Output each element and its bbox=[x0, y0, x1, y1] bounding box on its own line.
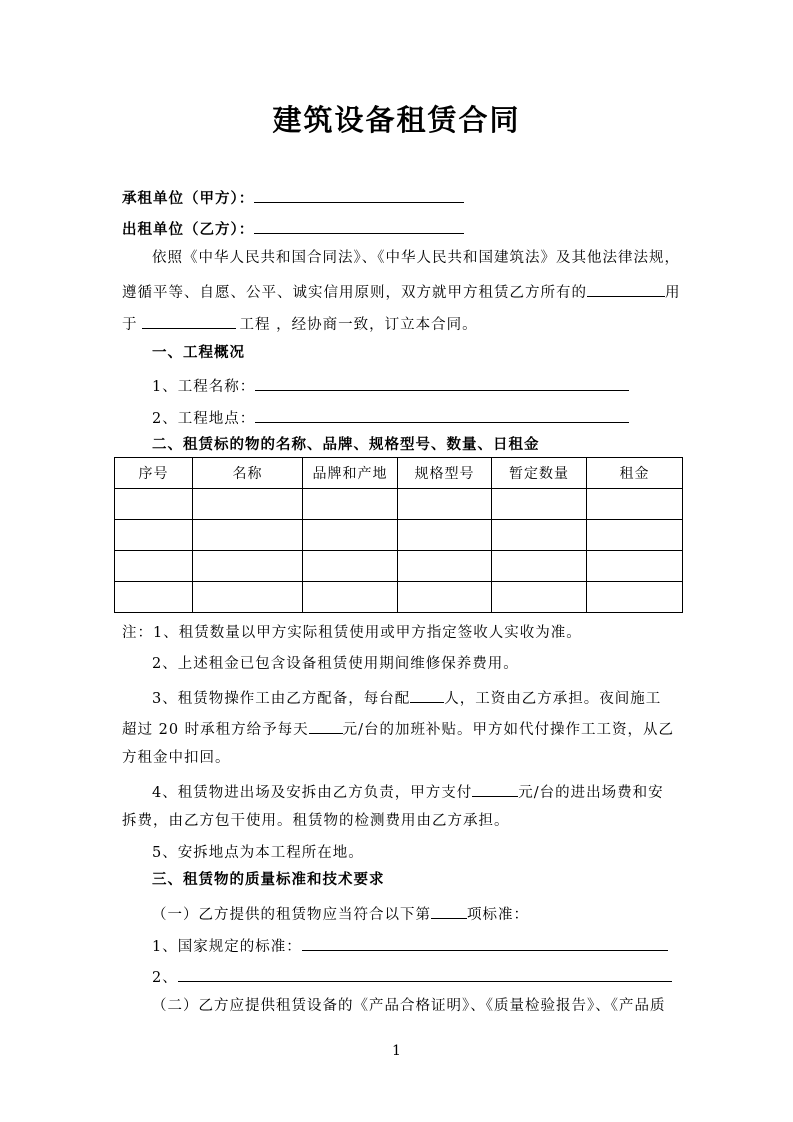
other-standard-row bbox=[152, 965, 672, 988]
standard-clause bbox=[152, 902, 529, 925]
lessor-row bbox=[122, 217, 464, 240]
project-location-blank[interactable] bbox=[255, 406, 629, 423]
note-1: 注：1、租赁数量以甲方实际租赁使用或甲方指定签收人实收为准。 bbox=[122, 625, 582, 641]
note-5: 5、安拆地点为本工程所在地。 bbox=[152, 845, 364, 861]
note-text: 元/台的进出场费和安 bbox=[518, 785, 664, 801]
table-cell[interactable] bbox=[492, 582, 587, 613]
national-standard-label: 1、国家规定的标准： bbox=[152, 939, 302, 955]
lessor-label: 出租单位（乙方）： bbox=[122, 222, 255, 238]
table-cell[interactable] bbox=[398, 520, 492, 551]
table-cell[interactable] bbox=[492, 520, 587, 551]
entry-fee-blank[interactable] bbox=[472, 780, 518, 797]
col-header-index: 序号 bbox=[115, 458, 193, 489]
table-cell[interactable] bbox=[398, 551, 492, 582]
project-blank[interactable] bbox=[142, 312, 236, 329]
note-text: 元/台的加班补贴。甲方如代付操作工工资，从乙 bbox=[342, 722, 675, 738]
table-cell[interactable] bbox=[492, 489, 587, 520]
note-text: 人，工资由乙方承担。夜间施工 bbox=[444, 691, 662, 707]
section-3-heading: 三、租赁物的质量标准和技术要求 bbox=[152, 872, 385, 888]
table-cell[interactable] bbox=[193, 551, 303, 582]
note-2: 2、上述租金已包含设备租赁使用期间维修保养费用。 bbox=[152, 656, 519, 672]
table-cell[interactable] bbox=[193, 582, 303, 613]
lessee-blank[interactable] bbox=[254, 186, 464, 203]
lessor-blank[interactable] bbox=[254, 217, 464, 234]
certificate-clause: （二）乙方应提供租赁设备的《产品合格证明》、《质量检验报告》、《产品质 bbox=[152, 998, 666, 1014]
table-cell[interactable] bbox=[587, 520, 683, 551]
project-name-label: 1、工程名称： bbox=[152, 379, 256, 395]
project-name-row bbox=[152, 374, 629, 397]
lessee-label: 承租单位（甲方）： bbox=[122, 191, 255, 207]
intro-text: 遵循平等、自愿、公平、诚实信用原则，双方就甲方租赁乙方所有的 bbox=[122, 285, 587, 301]
lessee-row bbox=[122, 186, 464, 209]
intro-line-2 bbox=[122, 280, 681, 303]
col-header-name: 名称 bbox=[193, 458, 303, 489]
note-4-line-2: 拆费，由乙方包干使用。租赁物的检测费用由乙方承担。 bbox=[122, 813, 510, 829]
other-standard-blank[interactable] bbox=[178, 965, 672, 982]
table-cell[interactable] bbox=[398, 582, 492, 613]
table-cell[interactable] bbox=[193, 489, 303, 520]
col-header-rent: 租金 bbox=[587, 458, 683, 489]
col-header-brand: 品牌和产地 bbox=[303, 458, 398, 489]
table-row bbox=[115, 551, 683, 582]
table-cell[interactable] bbox=[492, 551, 587, 582]
table-cell[interactable] bbox=[115, 582, 193, 613]
note-3-line-1 bbox=[152, 686, 661, 709]
table-cell[interactable] bbox=[398, 489, 492, 520]
national-standard-blank[interactable] bbox=[302, 934, 668, 951]
project-location-label: 2、工程地点： bbox=[152, 411, 256, 427]
intro-line-1: 依照《中华人民共和国合同法》、《中华人民共和国建筑法》及其他法律法规， bbox=[152, 250, 680, 266]
document-title: 建筑设备租赁合同 bbox=[272, 103, 521, 137]
note-4-line-1 bbox=[152, 780, 664, 803]
clause-text: （一）乙方提供的租赁物应当符合以下第 bbox=[152, 907, 431, 923]
table-cell[interactable] bbox=[587, 582, 683, 613]
note-3-line-2 bbox=[122, 717, 674, 740]
overtime-allowance-blank[interactable] bbox=[309, 717, 343, 734]
note-text: 4、租赁物进出场及安拆由乙方负责，甲方支付 bbox=[152, 785, 473, 801]
table-cell[interactable] bbox=[303, 520, 398, 551]
section-1-heading: 一、工程概况 bbox=[152, 345, 245, 361]
operators-per-unit-blank[interactable] bbox=[410, 686, 444, 703]
project-name-blank[interactable] bbox=[255, 374, 629, 391]
note-3-line-3: 方租金中扣回。 bbox=[122, 750, 231, 766]
intro-text: 于 bbox=[122, 317, 138, 333]
equipment-blank[interactable] bbox=[587, 280, 665, 297]
table-cell[interactable] bbox=[115, 489, 193, 520]
table-cell[interactable] bbox=[587, 551, 683, 582]
table-cell[interactable] bbox=[303, 489, 398, 520]
intro-text: 用 bbox=[665, 285, 681, 301]
table-cell[interactable] bbox=[303, 582, 398, 613]
rental-items-table bbox=[114, 457, 683, 613]
table-cell[interactable] bbox=[193, 520, 303, 551]
table-cell[interactable] bbox=[587, 489, 683, 520]
clause-text: 项标准： bbox=[467, 907, 529, 923]
table-row bbox=[115, 520, 683, 551]
table-row bbox=[115, 582, 683, 613]
table-row bbox=[115, 489, 683, 520]
intro-text: 工程 ，经协商一致，订立本合同。 bbox=[239, 317, 478, 333]
page-number: 1 bbox=[392, 1043, 401, 1059]
table-cell[interactable] bbox=[303, 551, 398, 582]
table-header-row bbox=[115, 458, 683, 489]
table-cell[interactable] bbox=[115, 551, 193, 582]
standard-number-blank[interactable] bbox=[431, 902, 467, 919]
intro-line-3 bbox=[122, 312, 478, 335]
note-text: 3、租赁物操作工由乙方配备，每台配 bbox=[152, 691, 411, 707]
other-standard-label: 2、 bbox=[152, 970, 178, 986]
national-standard-row bbox=[152, 934, 668, 957]
note-text: 超过 20 时承租方给予每天 bbox=[122, 722, 309, 738]
project-location-row bbox=[152, 406, 629, 429]
section-2-heading: 二、租赁标的物的名称、品牌、规格型号、数量、日租金 bbox=[152, 437, 540, 453]
col-header-quantity: 暂定数量 bbox=[492, 458, 587, 489]
table-cell[interactable] bbox=[115, 520, 193, 551]
col-header-model: 规格型号 bbox=[398, 458, 492, 489]
